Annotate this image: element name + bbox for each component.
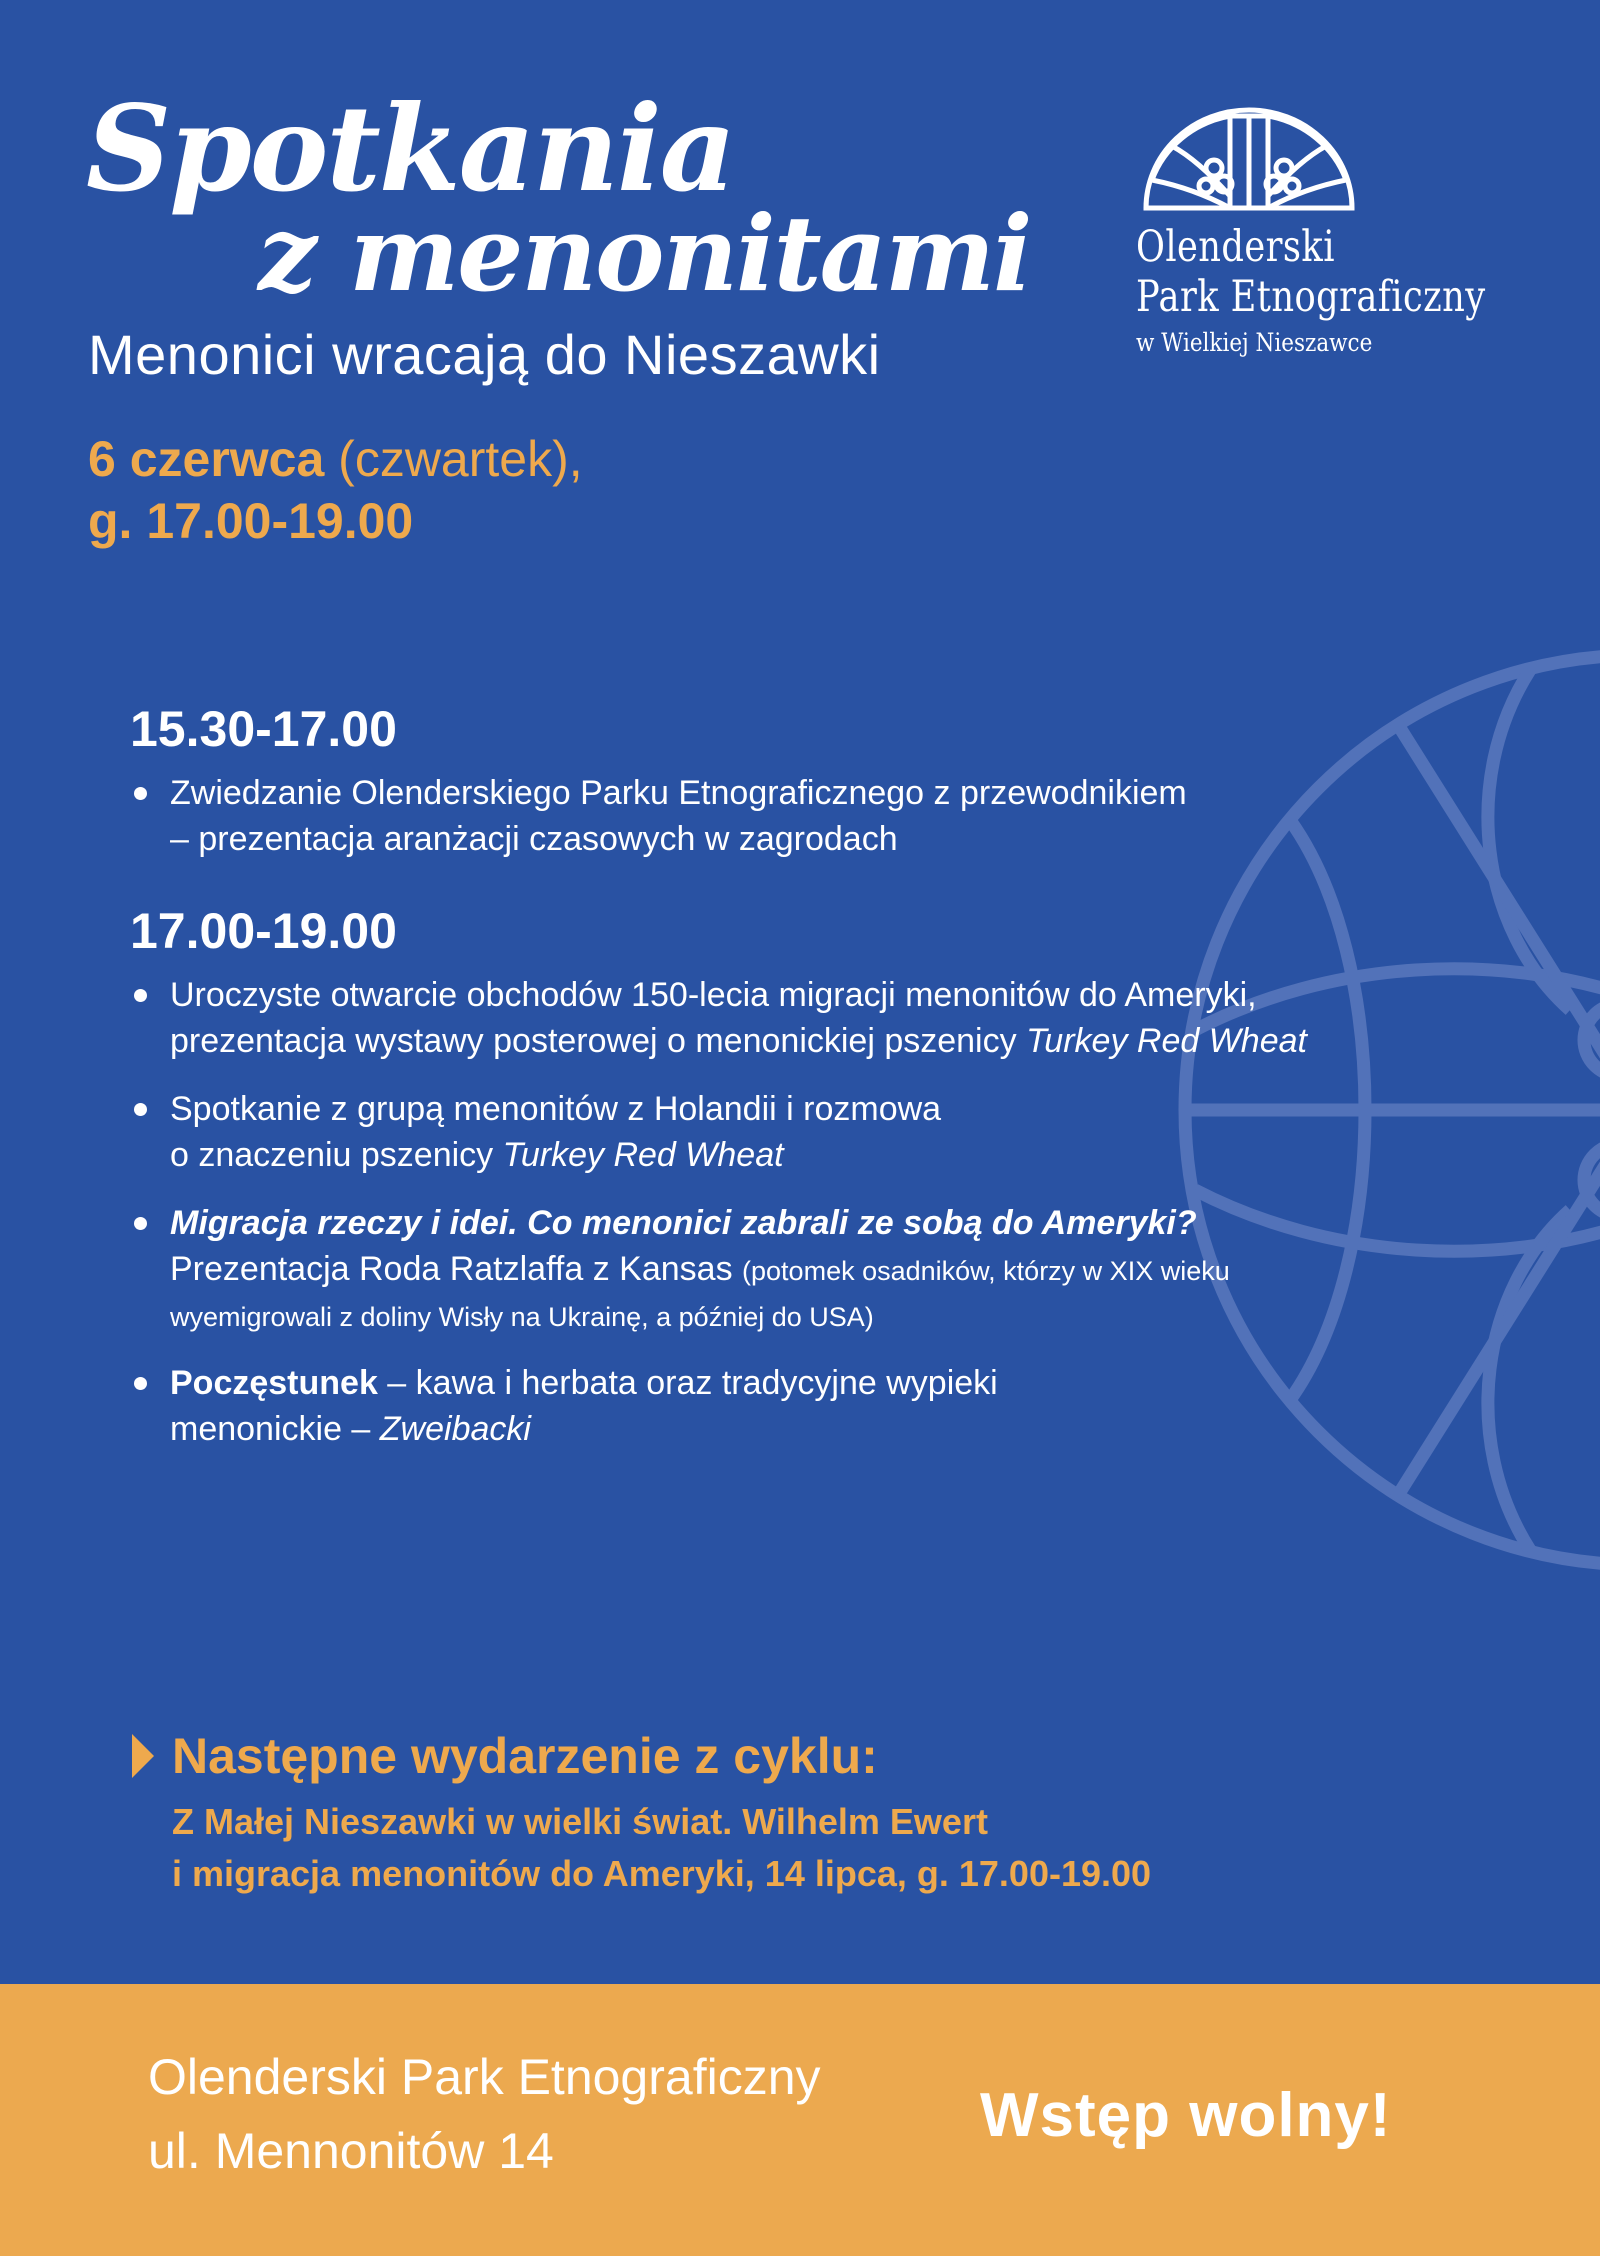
logo-name-line-1: Olenderski xyxy=(1136,222,1335,272)
next-event-heading: Następne wydarzenie z cyklu: xyxy=(172,1728,878,1784)
list-item xyxy=(130,1200,1430,1338)
title-line-2: z menonitami xyxy=(258,192,1031,315)
item-bold: Poczęstunek xyxy=(170,1364,378,1402)
item-text-line-2: prezentacja wystawy posterowej o menonickiej pszenicy xyxy=(170,1022,1027,1060)
program-slot xyxy=(130,902,1430,1452)
next-event-line-1: Z Małej Nieszawki w wielki świat. Wilhelm Ewert xyxy=(172,1801,988,1842)
list-item xyxy=(130,1360,1430,1452)
event-weekday: (czwartek), xyxy=(324,431,583,487)
item-text-line-1: Uroczyste otwarcie obchodów 150-lecia migracji menonitów do Ameryki, xyxy=(170,976,1257,1014)
poster-title xyxy=(86,79,1031,315)
admission-note: Wstęp wolny! xyxy=(980,2081,1392,2150)
item-text-line-2: – prezentacja aranżacji czasowych w zagrodach xyxy=(170,820,898,858)
program-slot xyxy=(130,700,1430,862)
venue-address xyxy=(148,2040,821,2188)
slot-time: 15.30-17.00 xyxy=(130,701,397,757)
bullet-icon xyxy=(134,1377,147,1390)
program xyxy=(130,700,1430,1492)
item-italic: Turkey Red Wheat xyxy=(1026,1022,1307,1060)
event-day: 6 czerwca xyxy=(88,431,325,487)
slot-time: 17.00-19.00 xyxy=(130,903,397,959)
item-text-line-1: Spotkanie z grupą menonitów z Holandii i rozmowa xyxy=(170,1090,942,1128)
event-date xyxy=(88,428,583,552)
item-text-line-2: o znaczeniu pszenicy xyxy=(170,1136,503,1174)
address-line-1: Olenderski Park Etnograficzny xyxy=(148,2049,821,2105)
list-item xyxy=(130,1086,1430,1178)
bullet-icon xyxy=(134,989,147,1002)
item-text-line-1: Zwiedzanie Olenderskiego Parku Etnograficznego z przewodnikiem xyxy=(170,774,1187,812)
item-text-line-2: Prezentacja Roda Ratzlaffa z Kansas xyxy=(170,1250,743,1288)
item-italic: Zweibacki xyxy=(379,1410,531,1448)
item-note-part-2: wyemigrowali z doliny Wisły na Ukrainę, a później do USA) xyxy=(170,1302,874,1332)
park-logo xyxy=(1136,106,1556,357)
poster-subtitle: Menonici wracają do Nieszawki xyxy=(88,323,881,386)
bullet-icon xyxy=(134,1217,147,1230)
next-event-description xyxy=(172,1796,1151,1900)
address-line-2: ul. Mennonitów 14 xyxy=(148,2123,554,2179)
next-event xyxy=(130,1720,1151,1900)
item-italic: Turkey Red Wheat xyxy=(502,1136,784,1174)
list-item xyxy=(130,770,1430,862)
next-event-line-2: i migracja menonitów do Ameryki, 14 lipca, g. 17.00-19.00 xyxy=(172,1853,1152,1894)
arrow-right-icon xyxy=(132,1734,154,1778)
logo-location: w Wielkiej Nieszawce xyxy=(1136,328,1373,357)
logo-name-line-2: Park Etnograficzny xyxy=(1136,272,1486,322)
footer-band xyxy=(0,1984,1600,2256)
arch-window-icon xyxy=(1142,106,1356,212)
bullet-icon xyxy=(134,787,147,800)
item-bold-italic: Migracja rzeczy i idei. Co menonici zabrali ze sobą do Ameryki? xyxy=(170,1204,1197,1242)
title-line-1: Spotkania xyxy=(86,79,735,218)
item-note-part-1: (potomek osadników, którzy w XIX wieku xyxy=(742,1256,1230,1286)
event-hours: g. 17.00-19.00 xyxy=(88,493,414,549)
list-item xyxy=(130,972,1430,1064)
item-text-line-1: – kawa i herbata oraz tradycyjne wypieki xyxy=(377,1364,998,1402)
bullet-icon xyxy=(134,1103,147,1116)
item-text-line-2: menonickie – xyxy=(170,1410,380,1448)
